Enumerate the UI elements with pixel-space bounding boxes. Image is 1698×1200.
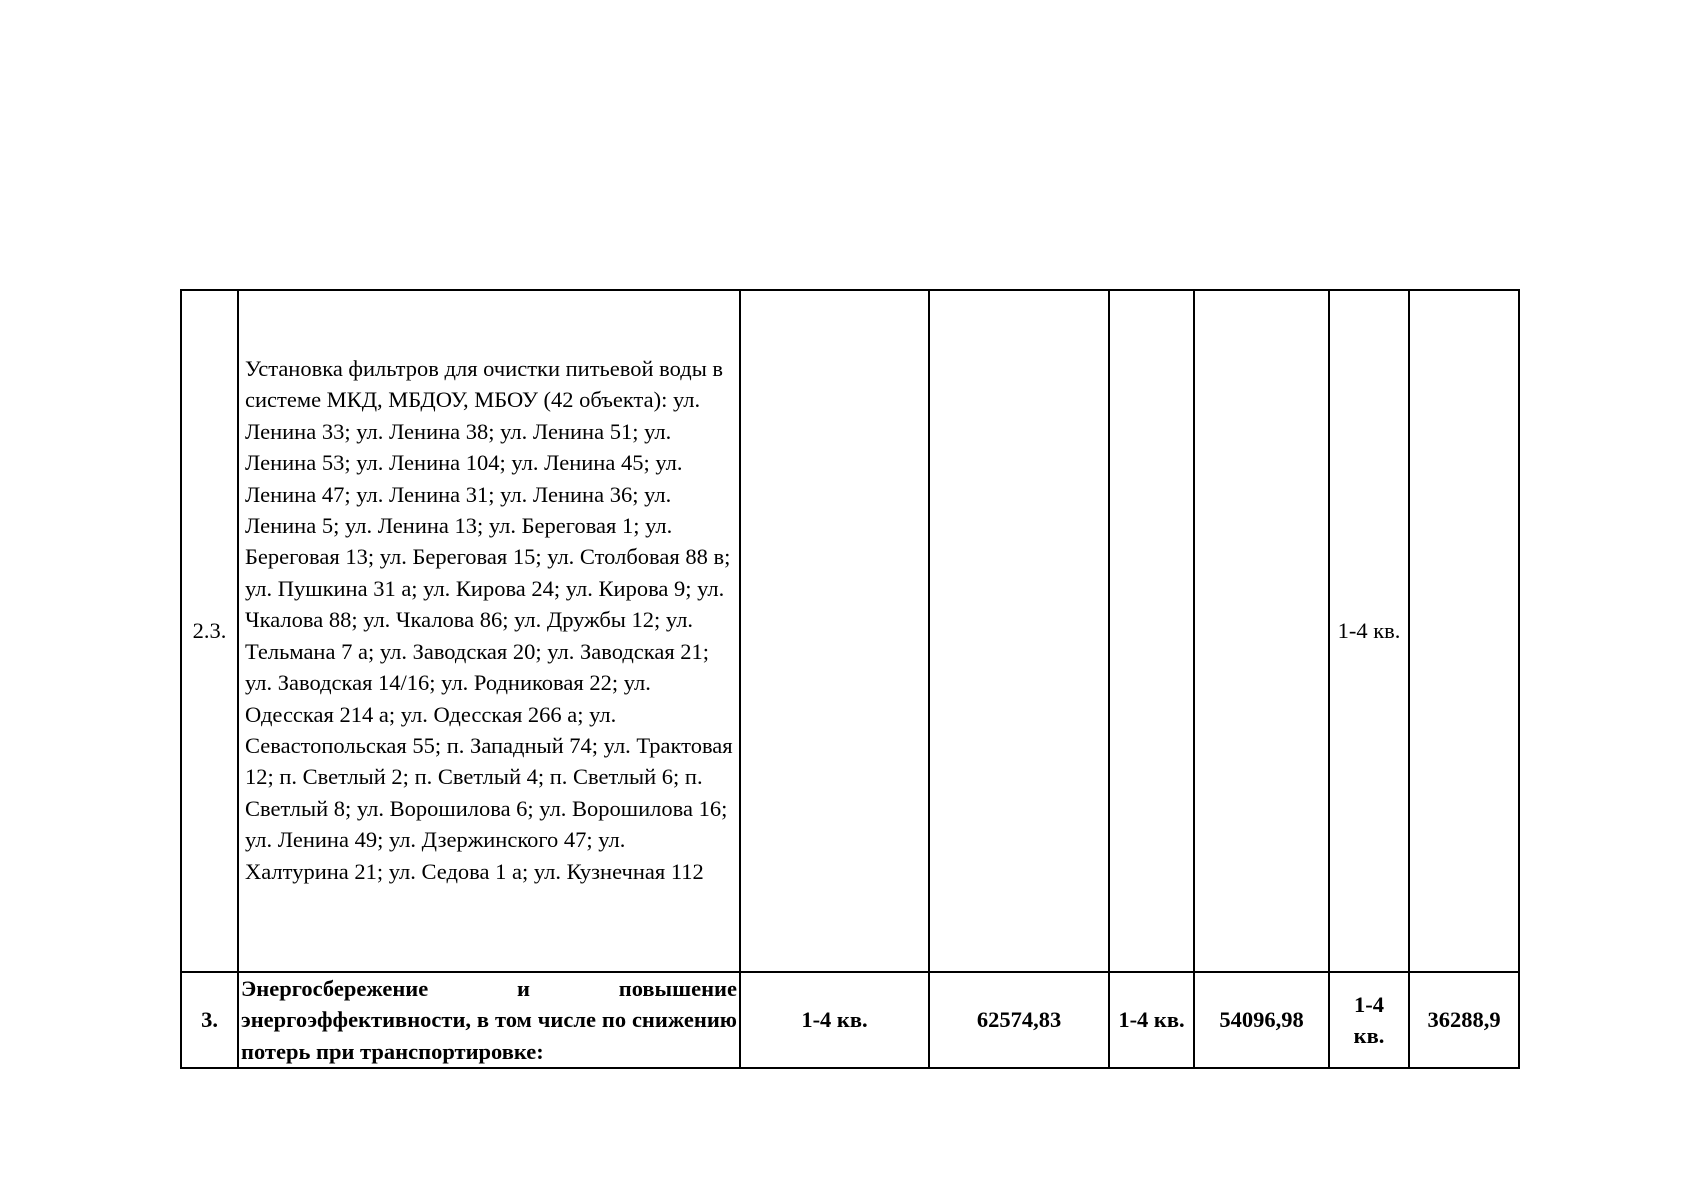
period-cell-2: 1-4 кв. [1109, 972, 1194, 1068]
amount-cell-1 [929, 290, 1109, 972]
table-row [181, 972, 1519, 1068]
period-cell-3: 1-4 кв. [1329, 290, 1409, 972]
amount-cell-1: 62574,83 [929, 972, 1109, 1068]
period-cell-1 [740, 290, 929, 972]
amount-cell-2 [1194, 290, 1329, 972]
period-cell-3: 1-4 кв. [1329, 972, 1409, 1068]
amount-cell-2: 54096,98 [1194, 972, 1329, 1068]
measure-description: Энергосбережение и повышение энергоэффективности, в том числе по снижению потерь при транспортировке: [238, 972, 740, 1068]
measure-description: Установка фильтров для очистки питьевой воды в системе МКД, МБДОУ, МБОУ (42 объекта): ул. Ленина 33; ул. Ленина 38; ул. Ленина 51; ул. Ленина 53; ул. Ленина 104; ул. Ленина 45; ул. Ленина 47; ул. Ленина 31; ул. Ленина 36; ул. Ленина 5; ул. Ленина 13; ул. Береговая 1; ул. Береговая 13; ул. Береговая 15; ул. Столбовая 88 в; ул. Пушкина 31 а; ул. Кирова 24; ул. Кирова 9; ул. Чкалова 88; ул. Чкалова 86; ул. Дружбы 12; ул. Тельмана 7 а; ул. Заводская 20; ул. Заводская 21; ул. Заводская 14/16; ул. Родниковая 22; ул. Одесская 214 а; ул. Одесская 266 а; ул. Севастопольская 55; п. Западный 74; ул. Трактовая 12; п. Светлый 2; п. Светлый 4; п. Светлый 6; п. Светлый 8; ул. Ворошилова 6; ул. Ворошилова 16; ул. Ленина 49; ул. Дзержинского 47; ул. Халтурина 21; ул. Седова 1 а; ул. Кузнечная 112 [238, 290, 740, 972]
row-number: 2.3. [181, 290, 238, 972]
table-row [181, 290, 1519, 972]
row-number: 3. [181, 972, 238, 1068]
amount-cell-3 [1409, 290, 1519, 972]
period-cell-1: 1-4 кв. [740, 972, 929, 1068]
amount-cell-3: 36288,9 [1409, 972, 1519, 1068]
period-cell-2 [1109, 290, 1194, 972]
program-measures-table [180, 289, 1520, 1069]
